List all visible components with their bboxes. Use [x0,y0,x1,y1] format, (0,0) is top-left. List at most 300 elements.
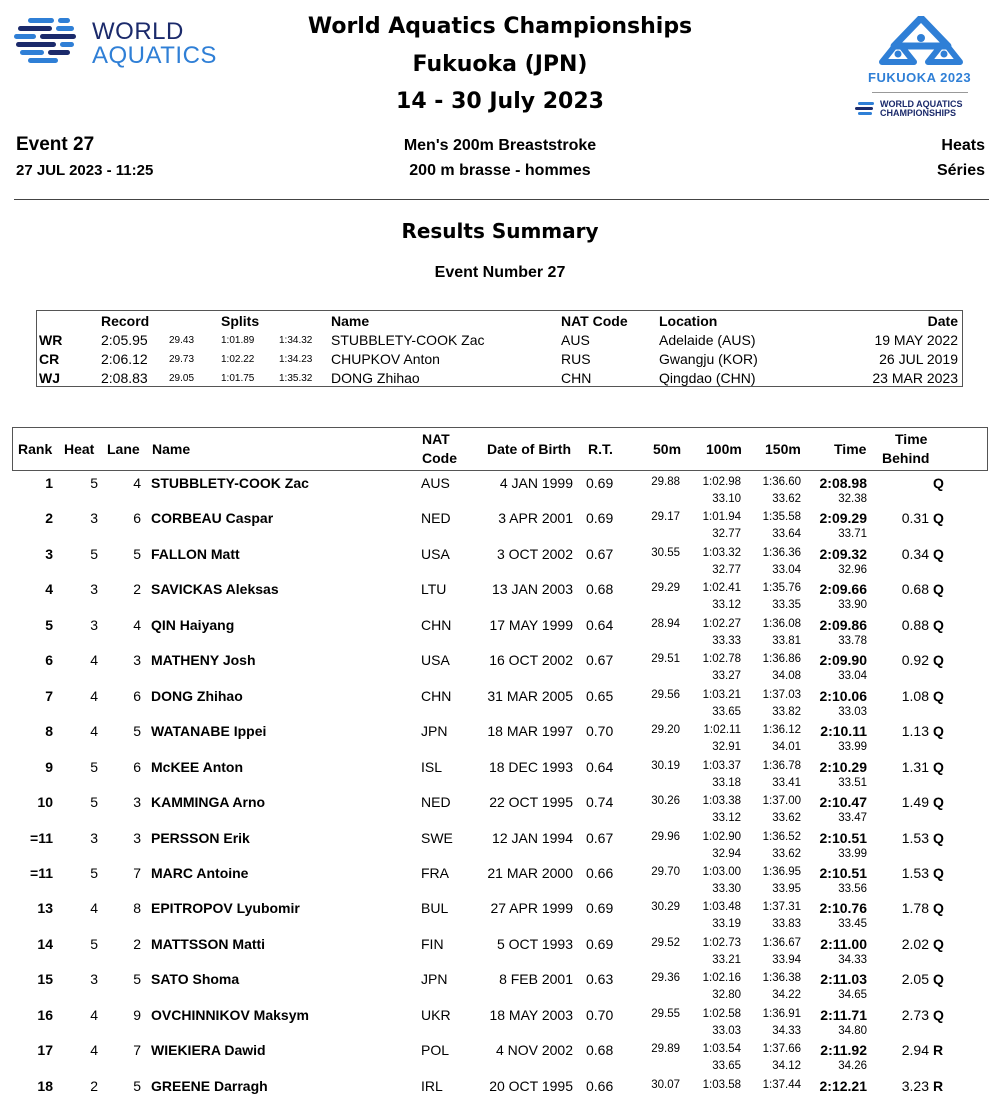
reaction-time: 0.68 [586,1042,614,1059]
time-behind: 2.73 [901,1006,929,1023]
split-50m: 30.19 [651,759,680,772]
rank-cell: 7 [45,687,53,704]
diff-150m: 33.41 [772,776,801,789]
record-time: 2:08.83 [101,370,148,386]
lane-cell: 8 [133,900,141,917]
split-50m: 29.51 [651,653,680,666]
reaction-time: 0.67 [586,545,614,562]
time-behind: 1.53 [901,829,929,846]
nat-code: SWE [421,829,453,846]
diff-100m: 33.10 [712,493,741,505]
section-title: Results Summary [401,219,599,243]
rank-cell: 9 [45,758,53,775]
records-header-nat: NAT Code [561,313,628,329]
swimmer-name: GREENE Darragh [151,1077,268,1094]
record-nat: RUS [561,351,591,367]
rank-cell: 8 [45,723,53,740]
split-150m: 1:36.60 [762,476,801,488]
header-heat: Heat [64,441,95,457]
swimmer-name: SATO Shoma [151,971,240,988]
diff-200m: 33.99 [838,847,867,860]
diff-200m: 33.90 [838,599,867,612]
date-of-birth: 12 JAN 1994 [492,829,573,846]
event-datetime: 27 JUL 2023 - 11:25 [16,162,154,179]
nat-code: FRA [421,864,449,881]
split-150m: 1:36.78 [762,759,801,772]
diff-150m: 34.33 [772,1024,801,1037]
event-name-en: Men's 200m Breaststroke [403,137,597,154]
lane-cell: 3 [133,829,141,846]
heat-cell: 4 [90,900,98,917]
date-of-birth: 18 DEC 1993 [488,758,573,775]
qualification-mark: Q [933,510,944,527]
reaction-time: 0.70 [586,1006,614,1023]
qualification-mark: Q [933,971,944,988]
phase-en: Heats [941,137,985,154]
time-behind: 1.08 [901,687,929,704]
split-100m: 1:02.27 [702,617,741,630]
diff-100m: 33.03 [712,1024,741,1037]
diff-150m: 33.35 [772,599,801,612]
qualification-mark: Q [933,545,944,562]
nat-code: CHN [421,687,452,704]
split-100m: 1:03.38 [702,795,741,808]
final-time: 2:09.29 [819,510,867,527]
split-100m: 1:02.98 [702,476,741,488]
final-time: 2:09.66 [819,581,867,598]
swimmer-name: DONG Zhihao [151,687,243,704]
split-100m: 1:02.73 [702,936,741,949]
header-150m: 150m [765,441,801,457]
split-150m: 1:37.00 [762,795,801,808]
records-header-name: Name [331,313,370,329]
diff-100m: 33.19 [712,918,741,931]
championships-line2: CHAMPIONSHIPS [880,108,957,118]
record-split-50: 29.05 [169,373,195,384]
nat-code: POL [421,1042,450,1059]
header-rt: R.T. [588,441,613,457]
rank-cell: 17 [37,1042,53,1059]
split-100m: 1:03.48 [702,901,741,914]
time-behind: 0.92 [901,652,929,669]
record-split-150: 1:34.32 [279,335,313,346]
reaction-time: 0.65 [586,687,614,704]
record-holder-name: CHUPKOV Anton [331,351,440,367]
rank-cell: 4 [45,581,53,598]
record-time: 2:05.95 [101,332,148,348]
qualification-mark: Q [933,864,944,881]
date-of-birth: 18 MAR 1997 [487,723,573,740]
date-of-birth: 13 JAN 2003 [492,581,573,598]
diff-200m: 33.47 [838,812,867,825]
championships-line1: WORLD AQUATICS [880,99,963,109]
diff-100m: 33.21 [712,953,741,966]
record-location: Gwangju (KOR) [659,351,758,367]
diff-100m: 32.94 [712,847,741,860]
split-50m: 28.94 [651,617,680,630]
split-50m: 29.70 [651,865,680,878]
final-time: 2:10.51 [819,829,867,846]
lane-cell: 5 [133,723,141,740]
heat-cell: 4 [90,1006,98,1023]
final-time: 2:10.76 [819,900,867,917]
qualification-mark: Q [933,687,944,704]
split-150m: 1:36.38 [762,972,801,985]
nat-code: FIN [421,935,444,952]
diff-150m: 33.04 [772,563,801,576]
time-behind: 3.23 [901,1077,929,1094]
final-time: 2:09.32 [819,545,867,562]
diff-100m: 33.65 [712,705,741,718]
final-time: 2:09.86 [819,616,867,633]
final-time: 2:11.92 [820,1042,867,1059]
rank-cell: 5 [45,616,53,633]
qualification-mark: Q [933,616,944,633]
header-dob: Date of Birth [487,441,571,457]
diff-200m: 33.51 [838,776,867,789]
split-50m: 29.20 [651,724,680,737]
diff-150m: 34.08 [772,670,801,683]
lane-cell: 7 [133,864,141,881]
record-date: 19 MAY 2022 [874,332,958,348]
qualification-mark: Q [933,723,944,740]
split-50m: 29.52 [651,936,680,949]
event-name-fr: 200 m brasse - hommes [409,162,591,179]
record-split-50: 29.73 [169,354,195,365]
swimmer-name: WIEKIERA Dawid [151,1042,266,1059]
header-code: Code [422,450,457,466]
split-150m: 1:37.31 [762,901,801,914]
split-150m: 1:37.66 [762,1043,801,1056]
record-holder-name: STUBBLETY-COOK Zac [331,332,485,348]
swimmer-name: MATHENY Josh [151,652,256,669]
swimmer-name: EPITROPOV Lyubomir [151,900,300,917]
time-behind: 0.68 [901,581,929,598]
reaction-time: 0.69 [586,510,614,527]
record-location: Adelaide (AUS) [659,332,756,348]
date-of-birth: 4 NOV 2002 [495,1042,573,1059]
nat-code: BUL [421,900,449,917]
split-100m: 1:03.32 [702,546,741,559]
reaction-time: 0.63 [586,971,614,988]
time-behind: 0.31 [901,510,929,527]
results-header-row [12,427,988,471]
record-nat: CHN [561,370,592,386]
rank-cell: 14 [37,935,53,952]
header-name: Name [152,441,191,457]
split-50m: 29.29 [651,582,680,595]
time-behind: 2.02 [901,935,929,952]
qualification-mark: Q [933,1006,944,1023]
swimmer-name: CORBEAU Caspar [151,510,274,527]
split-50m: 29.88 [651,476,680,488]
split-50m: 29.55 [651,1007,680,1020]
heat-cell: 3 [90,971,98,988]
time-behind: 1.53 [901,864,929,881]
diff-200m: 33.78 [838,634,867,647]
final-time: 2:08.98 [819,475,867,491]
nat-code: USA [421,652,450,669]
diff-100m: 33.33 [712,634,741,647]
diff-200m: 34.33 [838,953,867,966]
qualification-mark: Q [933,652,944,669]
diff-100m: 32.77 [712,563,741,576]
rank-cell: 1 [45,475,53,491]
rank-cell: 16 [37,1006,53,1023]
heat-cell: 3 [90,581,98,598]
record-split-100: 1:01.89 [221,335,255,346]
heat-cell: 5 [90,794,98,811]
heat-cell: 4 [90,723,98,740]
fukuoka-2023-logo [850,16,990,126]
record-split-150: 1:34.23 [279,354,313,365]
reaction-time: 0.70 [586,723,614,740]
swimmer-name: OVCHINNIKOV Maksym [151,1006,309,1023]
diff-200m: 34.26 [838,1060,867,1073]
final-time: 2:12.21 [819,1077,867,1094]
rank-cell: 18 [37,1077,53,1094]
date-of-birth: 5 OCT 1993 [496,935,573,952]
reaction-time: 0.67 [586,652,614,669]
lane-cell: 6 [133,687,141,704]
diff-100m: 32.77 [712,528,741,541]
section-subtitle: Event Number 27 [434,264,566,281]
diff-150m: 33.83 [772,918,801,931]
phase-fr: Séries [936,162,985,179]
diff-200m: 33.45 [838,918,867,931]
lane-cell: 2 [133,935,141,952]
split-150m: 1:36.08 [762,617,801,630]
date-of-birth: 27 APR 1999 [490,900,573,917]
time-behind: 1.49 [901,794,929,811]
record-split-100: 1:01.75 [221,373,255,384]
lane-cell: 3 [133,652,141,669]
heat-cell: 4 [90,652,98,669]
diff-100m: 33.12 [712,812,741,825]
diff-150m: 33.81 [772,634,801,647]
qualification-mark: R [933,1077,944,1094]
rank-cell: =11 [30,864,53,881]
split-50m: 29.17 [651,511,680,524]
rank-cell: 2 [45,510,53,527]
diff-200m: 33.56 [838,882,867,895]
record-date: 23 MAR 2023 [872,370,958,386]
rank-cell: 3 [45,545,53,562]
qualification-mark: Q [933,935,944,952]
split-50m: 29.89 [651,1043,680,1056]
records-header-location: Location [659,313,718,329]
split-50m: 29.96 [651,830,680,843]
wordmark-line1: WORLD [92,18,184,45]
split-100m: 1:02.16 [702,972,741,985]
record-time: 2:06.12 [101,351,148,367]
swimmer-name: McKEE Anton [151,758,244,775]
record-nat: AUS [561,332,590,348]
date-of-birth: 18 MAY 2003 [489,1006,573,1023]
split-100m: 1:03.58 [702,1078,741,1091]
reaction-time: 0.69 [586,475,614,491]
header-time-behind-1: Time [895,431,928,447]
final-time: 2:10.47 [819,794,867,811]
lane-cell: 2 [133,581,141,598]
nat-code: JPN [421,971,448,988]
final-time: 2:10.11 [820,723,867,740]
diff-200m: 32.38 [838,493,867,505]
reaction-time: 0.64 [586,616,614,633]
reaction-time: 0.66 [586,864,614,881]
header-50m: 50m [653,441,682,457]
records-header-date: Date [927,313,958,329]
diff-200m: 32.96 [838,563,867,576]
nat-code: LTU [421,581,447,598]
lane-cell: 5 [133,971,141,988]
swimmer-name: MATTSSON Matti [151,935,266,952]
reaction-time: 0.74 [586,794,614,811]
swimmer-name: STUBBLETY-COOK Zac [151,475,309,491]
split-100m: 1:02.90 [702,830,741,843]
heat-cell: 5 [90,864,98,881]
diff-100m: 33.12 [712,599,741,612]
header-nat: NAT [422,431,450,447]
championship-title: World Aquatics Championships [307,14,693,39]
date-of-birth: 17 MAY 1999 [489,616,573,633]
time-behind: 1.13 [901,723,929,740]
diff-200m: 34.65 [838,989,867,1002]
final-time: 2:10.06 [819,687,867,704]
split-50m: 30.29 [651,901,680,914]
rank-cell: 15 [37,971,53,988]
lane-cell: 9 [133,1006,141,1023]
record-type: WR [39,332,63,348]
diff-100m: 33.18 [712,776,741,789]
diff-100m: 33.65 [712,1060,741,1073]
heat-cell: 5 [90,758,98,775]
date-of-birth: 16 OCT 2002 [489,652,573,669]
record-date: 26 JUL 2019 [879,351,958,367]
diff-200m: 34.80 [838,1024,867,1037]
nat-code: NED [421,794,451,811]
split-50m: 30.55 [651,546,680,559]
wordmark-line2: AQUATICS [92,42,217,69]
split-100m: 1:01.94 [702,511,741,524]
split-50m: 29.56 [651,688,680,701]
split-100m: 1:02.11 [703,724,741,737]
world-aquatics-wordmark [92,20,217,68]
diff-100m: 32.80 [712,989,741,1002]
nat-code: USA [421,545,450,562]
qualification-mark: Q [933,829,944,846]
split-150m: 1:36.12 [762,724,801,737]
qualification-mark: Q [933,900,944,917]
diff-200m: 33.99 [838,741,867,754]
reaction-time: 0.69 [586,935,614,952]
nat-code: CHN [421,616,452,633]
final-time: 2:10.29 [819,758,867,775]
championship-dates: 14 - 30 July 2023 [396,89,604,114]
date-of-birth: 21 MAR 2000 [487,864,573,881]
swimmer-name: FALLON Matt [151,545,240,562]
lane-cell: 6 [133,758,141,775]
diff-150m: 33.95 [772,882,801,895]
qualification-mark: Q [933,475,944,491]
swimmer-name: QIN Haiyang [151,616,235,633]
rank-cell: 6 [45,652,53,669]
split-150m: 1:36.67 [762,936,801,949]
championships-wordmark [880,100,963,118]
logo-divider [872,92,968,93]
reaction-time: 0.68 [586,581,614,598]
split-50m: 30.07 [651,1078,680,1091]
record-holder-name: DONG Zhihao [331,370,420,386]
time-behind: 1.78 [901,900,929,917]
championship-location: Fukuoka (JPN) [412,52,588,77]
nat-code: NED [421,510,451,527]
final-time: 2:09.90 [819,652,867,669]
heat-cell: 5 [90,935,98,952]
split-150m: 1:35.76 [762,582,801,595]
diff-200m: 33.71 [838,528,867,541]
split-150m: 1:36.91 [762,1007,801,1020]
lane-cell: 5 [133,1077,141,1094]
fukuoka-2023-text: FUKUOKA 2023 [868,70,972,85]
heat-cell: 2 [90,1077,98,1094]
diff-150m: 34.22 [772,989,801,1002]
date-of-birth: 3 APR 2001 [498,510,573,527]
reaction-time: 0.64 [586,758,614,775]
diff-100m: 32.91 [712,741,741,754]
diff-100m: 33.27 [712,670,741,683]
split-150m: 1:36.52 [762,830,801,843]
nat-code: UKR [421,1006,451,1023]
lane-cell: 4 [133,616,141,633]
diff-200m: 33.04 [838,670,867,683]
header-lane: Lane [107,441,140,457]
split-100m: 1:03.00 [702,865,741,878]
split-100m: 1:03.54 [702,1043,741,1056]
split-150m: 1:36.86 [762,653,801,666]
qualification-mark: Q [933,581,944,598]
date-of-birth: 31 MAR 2005 [487,687,573,704]
record-split-50: 29.43 [169,335,195,346]
diff-150m: 33.82 [772,705,801,718]
split-150m: 1:37.44 [762,1078,801,1091]
date-of-birth: 3 OCT 2002 [496,545,573,562]
record-type: CR [39,351,60,367]
final-time: 2:11.00 [820,935,867,952]
record-split-100: 1:02.22 [221,354,255,365]
record-type: WJ [39,370,60,386]
split-150m: 1:36.36 [762,546,801,559]
record-split-150: 1:35.32 [279,373,313,384]
record-location: Qingdao (CHN) [659,370,756,386]
nat-code: AUS [421,475,450,491]
split-150m: 1:37.03 [762,688,801,701]
final-time: 2:11.03 [820,971,867,988]
header-time-behind-2: Behind [882,450,930,466]
diff-150m: 33.94 [772,953,801,966]
lane-cell: 3 [133,794,141,811]
nat-code: JPN [421,723,448,740]
world-aquatics-logo [14,16,244,72]
reaction-time: 0.69 [586,900,614,917]
heat-cell: 5 [90,545,98,562]
diff-150m: 34.12 [772,1060,801,1073]
split-50m: 29.36 [651,972,680,985]
nat-code: ISL [421,758,443,775]
lane-cell: 5 [133,545,141,562]
split-150m: 1:35.58 [762,511,801,524]
diff-150m: 34.01 [772,741,801,754]
